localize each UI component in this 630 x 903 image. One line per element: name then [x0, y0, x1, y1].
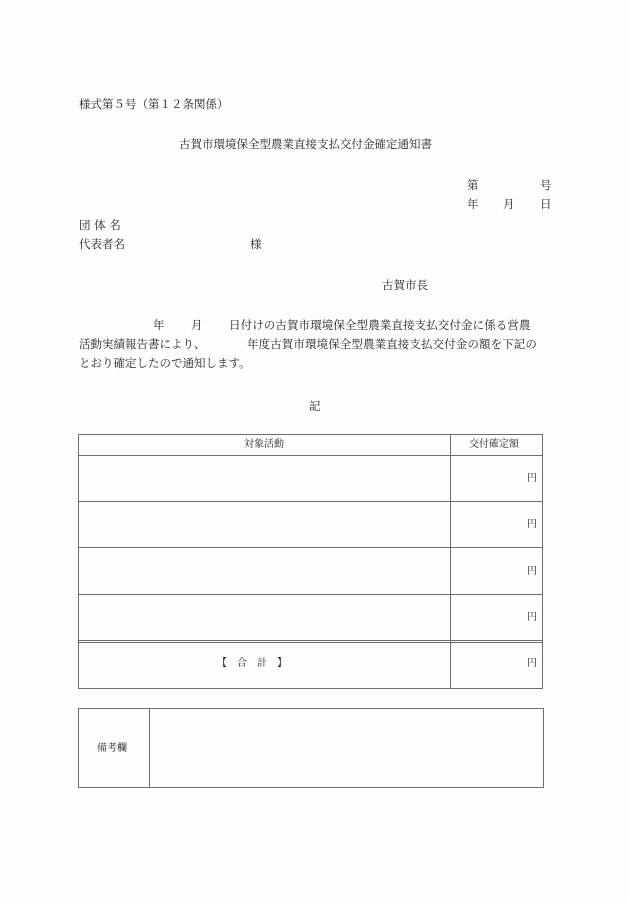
doc-number-suffix: 号: [540, 178, 552, 192]
remarks-box: [78, 708, 544, 788]
amount-unit: 円: [527, 566, 537, 577]
body-month: 月: [191, 318, 203, 332]
body-line1: 日付けの古賀市環境保全型農業直接支払交付金に係る営農: [229, 318, 531, 332]
body-year: 年: [153, 318, 165, 332]
date-month: 月: [503, 197, 515, 211]
header-amount: 交付確定額: [469, 439, 519, 450]
row-divider: [79, 455, 542, 456]
total-label: 【 合 計 】: [217, 658, 287, 669]
body-line2-start: 活動実績報告書により、: [79, 337, 206, 351]
total-divider: [79, 640, 542, 643]
issuer: 古賀市長: [382, 278, 428, 292]
date-day: 日: [540, 197, 552, 211]
doc-number-prefix: 第: [467, 178, 479, 192]
header-activity: 対象活動: [244, 439, 284, 450]
row-divider: [79, 501, 542, 502]
amount-unit: 円: [527, 519, 537, 530]
page-title: 古賀市環境保全型農業直接支払交付金確定通知書: [179, 137, 432, 151]
ki-heading: 記: [309, 399, 321, 413]
column-divider: [450, 435, 451, 688]
row-divider: [79, 547, 542, 548]
honorific: 様: [250, 237, 262, 251]
body-line2: 年度古賀市環境保全型農業直接支払交付金の額を下記の: [247, 337, 537, 351]
row-divider: [79, 594, 542, 595]
remarks-divider: [149, 709, 150, 787]
date-year: 年: [467, 197, 479, 211]
activity-table: [78, 434, 543, 689]
amount-unit: 円: [527, 473, 537, 484]
form-number: 様式第５号（第１２条関係）: [79, 97, 229, 111]
total-amount-unit: 円: [527, 658, 537, 669]
remarks-label: 備考欄: [97, 743, 127, 754]
amount-unit: 円: [527, 612, 537, 623]
group-name-label: 団 体 名: [79, 218, 121, 232]
body-line3: とおり確定したので通知します。: [79, 356, 251, 370]
representative-label: 代表者名: [79, 237, 125, 251]
